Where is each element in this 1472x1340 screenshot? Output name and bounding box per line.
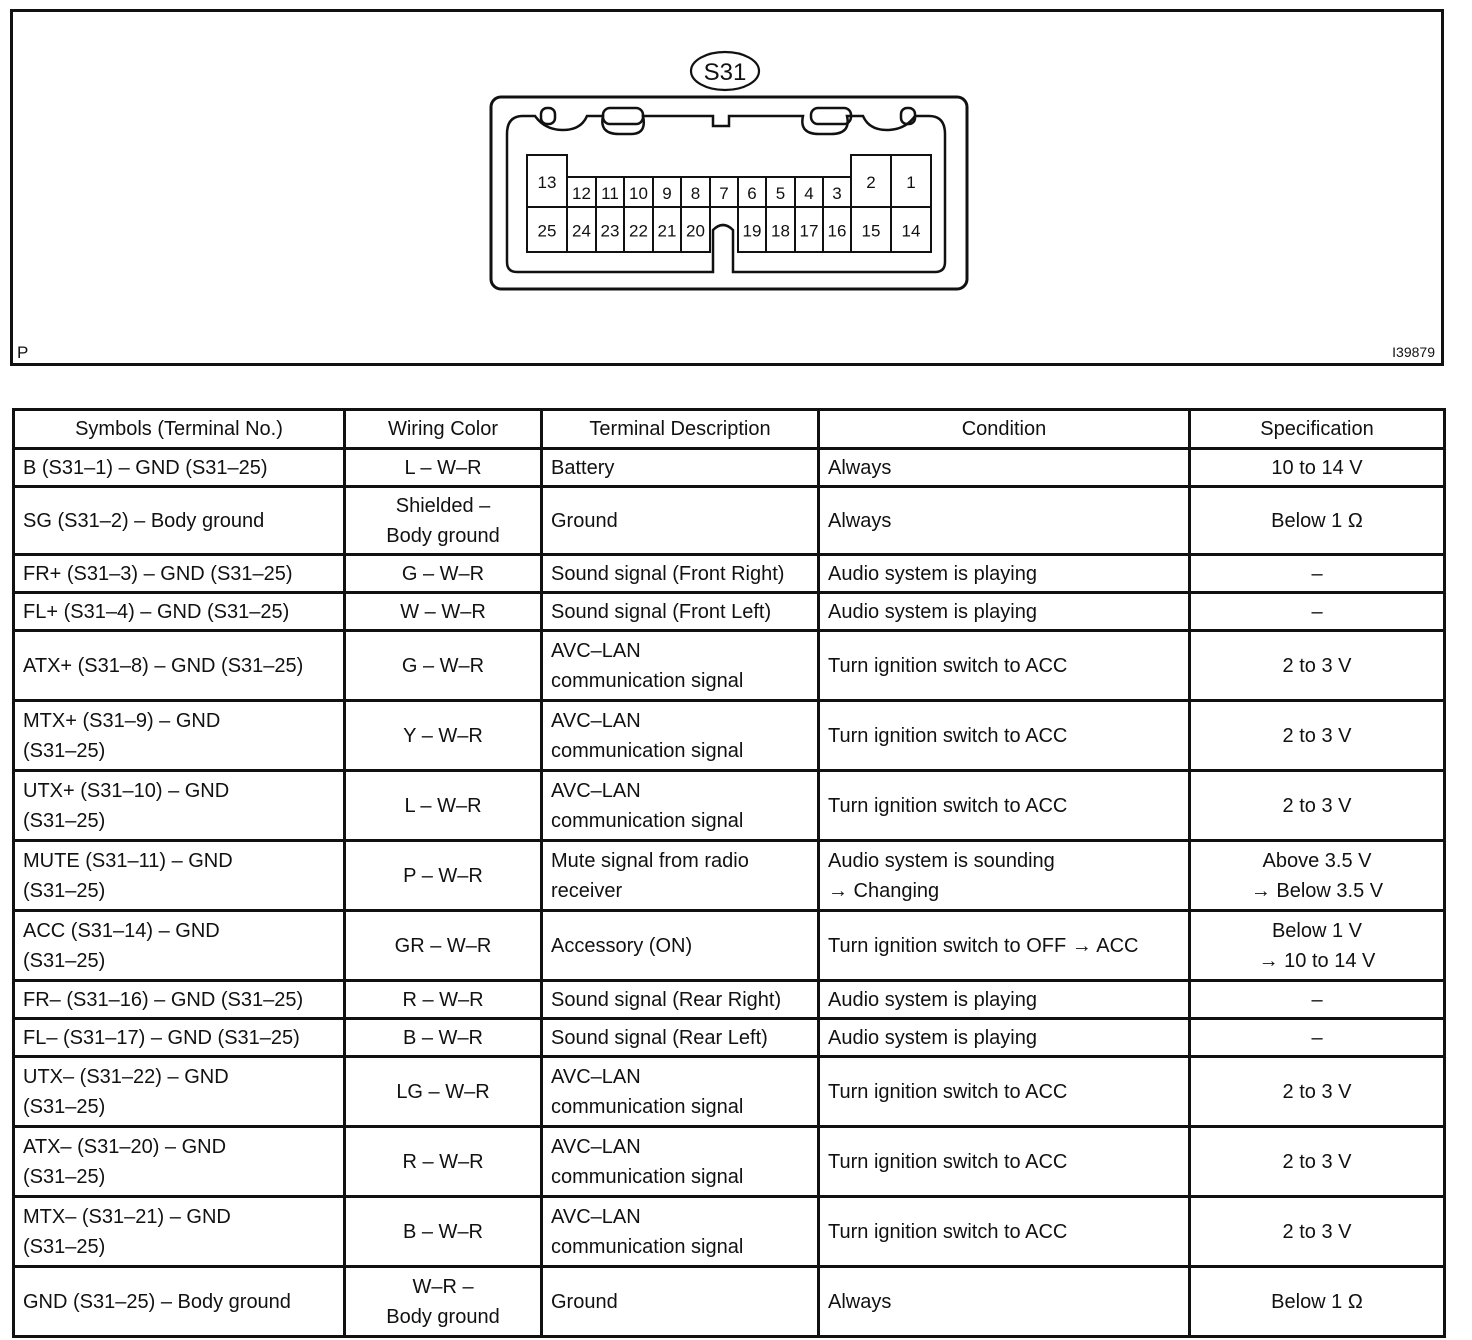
cell-specification-text: – xyxy=(1311,1026,1323,1049)
cell-wiring-color-text: W – W–R xyxy=(400,600,486,623)
cell-condition-text: Turn ignition switch to ACC xyxy=(828,1150,1068,1173)
table-row xyxy=(14,487,1445,555)
cell-terminal-description xyxy=(542,449,819,487)
pin-bottom-1-label: 24 xyxy=(572,221,591,241)
pin-bottom-5-label: 20 xyxy=(686,221,705,241)
cell-symbol xyxy=(14,1019,345,1057)
cell-symbol-text: FR+ (S31–3) – GND (S31–25) xyxy=(23,562,293,585)
cell-wiring-color-text: L – W–R xyxy=(404,794,482,817)
cell-terminal-description xyxy=(542,911,819,981)
cell-symbol xyxy=(14,701,345,771)
latch-bump-left xyxy=(541,108,555,124)
cell-condition xyxy=(819,1127,1190,1197)
pin-top-2-label: 11 xyxy=(601,184,619,203)
cell-condition xyxy=(819,771,1190,841)
cell-symbol xyxy=(14,981,345,1019)
pin-top-0-label: 13 xyxy=(537,173,557,192)
latch-bump-right xyxy=(901,108,915,124)
cell-specification-text: 2 to 3 V xyxy=(1282,794,1352,817)
pin-top-11-label: 2 xyxy=(866,173,876,192)
pin-grid xyxy=(527,155,931,252)
table-row xyxy=(14,911,1445,981)
cell-symbol xyxy=(14,631,345,701)
cell-specification-text: Above 3.5 V → Below 3.5 V xyxy=(1250,849,1384,902)
cell-condition-text: Always xyxy=(828,1290,892,1313)
cell-specification-text: Below 1 Ω xyxy=(1271,509,1363,532)
cell-specification-text: 2 to 3 V xyxy=(1282,1220,1352,1243)
cell-terminal-description-text: AVC–LAN communication signal xyxy=(551,1205,744,1258)
table-row xyxy=(14,1019,1445,1057)
cell-specification xyxy=(1190,1057,1445,1127)
table-row xyxy=(14,841,1445,911)
cell-wiring-color-text: G – W–R xyxy=(401,654,485,677)
pin-bottom-3-label: 22 xyxy=(629,221,648,241)
pin-bottom-6-label: 19 xyxy=(742,221,762,241)
pin-bottom-0-label: 25 xyxy=(537,221,557,241)
cell-terminal-description-text: Sound signal (Front Right) xyxy=(551,562,785,585)
cell-specification-text: 2 to 3 V xyxy=(1282,1080,1352,1103)
cell-terminal-description xyxy=(542,701,819,771)
cell-symbol-text: MTX+ (S31–9) – GND (S31–25) xyxy=(23,709,221,762)
cell-symbol xyxy=(14,593,345,631)
cell-wiring-color-text: R – W–R xyxy=(402,988,484,1011)
cell-symbol xyxy=(14,911,345,981)
cell-wiring-color xyxy=(345,1057,542,1127)
cell-specification-text: Below 1 V → 10 to 14 V xyxy=(1258,919,1376,972)
cell-wiring-color-text: L – W–R xyxy=(404,456,482,479)
cell-terminal-description-text: AVC–LAN communication signal xyxy=(551,779,744,832)
connector-diagram xyxy=(13,12,1441,363)
cell-wiring-color-text: B – W–R xyxy=(402,1220,484,1243)
table-header-row xyxy=(14,410,1445,449)
cell-wiring-color-text: P – W–R xyxy=(403,864,483,887)
pin-top-5-label: 8 xyxy=(690,184,701,203)
cell-condition-text: Turn ignition switch to ACC xyxy=(828,1220,1068,1243)
pin-top-4-label: 9 xyxy=(662,184,672,203)
cell-wiring-color-text: GR – W–R xyxy=(394,934,492,957)
pin-bottom-10-label: 15 xyxy=(861,221,881,241)
cell-symbol-text: FL+ (S31–4) – GND (S31–25) xyxy=(23,600,290,623)
cell-condition xyxy=(819,981,1190,1019)
cell-condition xyxy=(819,449,1190,487)
cell-specification-text: 10 to 14 V xyxy=(1271,456,1363,479)
table-row xyxy=(14,1267,1445,1337)
cell-terminal-description-text: Mute signal from radio receiver xyxy=(551,849,749,902)
cell-wiring-color xyxy=(345,1197,542,1267)
cell-symbol-text: GND (S31–25) – Body ground xyxy=(23,1290,291,1313)
cell-wiring-color-text: B – W–R xyxy=(402,1026,484,1049)
cell-symbol xyxy=(14,771,345,841)
cell-terminal-description xyxy=(542,841,819,911)
cell-wiring-color-text: Y – W–R xyxy=(403,724,483,747)
table-row xyxy=(14,771,1445,841)
header-condition: Condition xyxy=(819,410,1190,449)
pin-top-12-label: 1 xyxy=(906,173,916,192)
cell-specification xyxy=(1190,1267,1445,1337)
pin-top-3-label: 10 xyxy=(629,184,648,203)
connector-diagram-frame xyxy=(10,9,1444,366)
cell-condition-text: Audio system is playing xyxy=(828,1026,1037,1049)
cell-symbol-text: ATX+ (S31–8) – GND (S31–25) xyxy=(23,654,304,677)
cell-wiring-color xyxy=(345,449,542,487)
cell-terminal-description-text: AVC–LAN communication signal xyxy=(551,709,744,762)
cell-specification-text: 2 to 3 V xyxy=(1282,654,1352,677)
cell-condition xyxy=(819,555,1190,593)
cell-symbol-text: ATX– (S31–20) – GND (S31–25) xyxy=(23,1135,227,1188)
cell-specification xyxy=(1190,593,1445,631)
cell-specification xyxy=(1190,771,1445,841)
cell-wiring-color xyxy=(345,487,542,555)
cell-condition xyxy=(819,841,1190,911)
cell-condition-text: Turn ignition switch to ACC xyxy=(828,1080,1068,1103)
table-row xyxy=(14,1057,1445,1127)
cell-terminal-description-text: AVC–LAN communication signal xyxy=(551,1135,744,1188)
pin-top-8-label: 5 xyxy=(775,184,786,203)
cell-wiring-color xyxy=(345,555,542,593)
cell-symbol-text: UTX+ (S31–10) – GND (S31–25) xyxy=(23,779,230,832)
cell-condition xyxy=(819,701,1190,771)
cell-condition xyxy=(819,1197,1190,1267)
cell-condition-text: Turn ignition switch to ACC xyxy=(828,654,1068,677)
cell-wiring-color-text: R – W–R xyxy=(402,1150,484,1173)
cell-terminal-description-text: Battery xyxy=(551,456,615,479)
cell-wiring-color xyxy=(345,981,542,1019)
terminal-spec-table xyxy=(12,408,1446,1338)
cell-terminal-description xyxy=(542,1057,819,1127)
cell-specification xyxy=(1190,449,1445,487)
table-row xyxy=(14,631,1445,701)
table-row xyxy=(14,981,1445,1019)
cell-terminal-description xyxy=(542,593,819,631)
cell-wiring-color xyxy=(345,631,542,701)
cell-symbol-text: B (S31–1) – GND (S31–25) xyxy=(23,456,268,479)
cell-specification xyxy=(1190,487,1445,555)
header-specification: Specification xyxy=(1190,410,1445,449)
header-symbols: Symbols (Terminal No.) xyxy=(14,410,345,449)
cell-wiring-color xyxy=(345,1019,542,1057)
cell-symbol xyxy=(14,487,345,555)
cell-symbol xyxy=(14,841,345,911)
cell-specification xyxy=(1190,1127,1445,1197)
cell-terminal-description-text: Sound signal (Front Left) xyxy=(551,600,772,623)
cell-terminal-description xyxy=(542,1019,819,1057)
pin-top-1-label: 12 xyxy=(572,184,591,203)
cell-wiring-color xyxy=(345,771,542,841)
cell-specification-text: – xyxy=(1311,562,1323,585)
cell-specification-text: Below 1 Ω xyxy=(1271,1290,1363,1313)
cell-symbol-text: SG (S31–2) – Body ground xyxy=(23,509,265,532)
cell-wiring-color xyxy=(345,1127,542,1197)
cell-symbol xyxy=(14,449,345,487)
cell-symbol xyxy=(14,1127,345,1197)
cell-terminal-description-text: Sound signal (Rear Right) xyxy=(551,988,782,1011)
cell-condition xyxy=(819,911,1190,981)
table-row xyxy=(14,555,1445,593)
connector-label: S31 xyxy=(703,59,747,86)
cell-wiring-color-text: Shielded – Body ground xyxy=(386,494,500,547)
cell-specification xyxy=(1190,1019,1445,1057)
cell-symbol-text: UTX– (S31–22) – GND (S31–25) xyxy=(23,1065,229,1118)
cell-condition xyxy=(819,1057,1190,1127)
diagram-corner-letter: P xyxy=(17,343,29,362)
pin-bottom-11-label: 14 xyxy=(901,221,921,241)
cell-specification-text: 2 to 3 V xyxy=(1282,1150,1352,1173)
cell-specification xyxy=(1190,555,1445,593)
cell-condition xyxy=(819,1267,1190,1337)
cell-specification-text: 2 to 3 V xyxy=(1282,724,1352,747)
cell-terminal-description xyxy=(542,487,819,555)
cell-condition xyxy=(819,631,1190,701)
cell-condition-text: Always xyxy=(828,456,892,479)
pin-top-10-label: 3 xyxy=(832,184,842,203)
cell-terminal-description xyxy=(542,1267,819,1337)
cell-specification-text: – xyxy=(1311,988,1323,1011)
cell-symbol-text: FL– (S31–17) – GND (S31–25) xyxy=(23,1026,300,1049)
cell-specification xyxy=(1190,701,1445,771)
cell-condition-text: Audio system is playing xyxy=(828,600,1037,623)
cell-condition xyxy=(819,593,1190,631)
figure-id: I39879 xyxy=(1392,344,1435,360)
cell-condition-text: Turn ignition switch to ACC xyxy=(828,724,1068,747)
table-row xyxy=(14,449,1445,487)
cell-wiring-color xyxy=(345,593,542,631)
cell-condition-text: Turn ignition switch to ACC xyxy=(828,794,1068,817)
table-row xyxy=(14,593,1445,631)
cell-condition xyxy=(819,487,1190,555)
cell-terminal-description-text: AVC–LAN communication signal xyxy=(551,639,744,692)
cell-symbol-text: MUTE (S31–11) – GND (S31–25) xyxy=(23,849,233,902)
cell-symbol-text: FR– (S31–16) – GND (S31–25) xyxy=(23,988,304,1011)
pin-bottom-2-label: 23 xyxy=(600,221,620,241)
cell-wiring-color-text: G – W–R xyxy=(401,562,485,585)
table-row xyxy=(14,1197,1445,1267)
cell-terminal-description xyxy=(542,1197,819,1267)
cell-wiring-color xyxy=(345,841,542,911)
cell-wiring-color xyxy=(345,911,542,981)
pin-bottom-4-label: 21 xyxy=(657,221,677,241)
cell-symbol xyxy=(14,1267,345,1337)
header-terminal-description: Terminal Description xyxy=(542,410,819,449)
cell-specification xyxy=(1190,631,1445,701)
cell-wiring-color-text: LG – W–R xyxy=(396,1080,490,1103)
cell-specification-text: – xyxy=(1311,600,1323,623)
cell-terminal-description-text: AVC–LAN communication signal xyxy=(551,1065,744,1118)
cell-specification xyxy=(1190,1197,1445,1267)
cell-specification xyxy=(1190,911,1445,981)
cell-symbol xyxy=(14,1197,345,1267)
latch-slot-left xyxy=(603,108,643,124)
table-row xyxy=(14,1127,1445,1197)
cell-condition-text: Always xyxy=(828,509,892,532)
pin-bottom-8-label: 17 xyxy=(799,221,819,241)
cell-wiring-color xyxy=(345,701,542,771)
pin-top-7-label: 6 xyxy=(747,184,757,203)
cell-condition-text: Audio system is playing xyxy=(828,562,1037,585)
cell-terminal-description xyxy=(542,631,819,701)
cell-specification xyxy=(1190,981,1445,1019)
cell-terminal-description xyxy=(542,1127,819,1197)
cell-terminal-description xyxy=(542,981,819,1019)
table-row xyxy=(14,701,1445,771)
cell-terminal-description-text: Sound signal (Rear Left) xyxy=(551,1026,768,1049)
cell-symbol xyxy=(14,555,345,593)
pin-bottom-7-label: 18 xyxy=(771,221,790,241)
cell-terminal-description-text: Ground xyxy=(551,1290,618,1313)
cell-terminal-description xyxy=(542,555,819,593)
cell-condition-text: Turn ignition switch to OFF → ACC xyxy=(828,934,1139,957)
cell-condition-text: Audio system is sounding → Changing xyxy=(828,849,1055,902)
cell-symbol xyxy=(14,1057,345,1127)
header-wiring-color: Wiring Color xyxy=(345,410,542,449)
pin-bottom-9-label: 16 xyxy=(827,221,847,241)
cell-wiring-color-text: W–R – Body ground xyxy=(386,1275,500,1328)
cell-specification xyxy=(1190,841,1445,911)
cell-wiring-color xyxy=(345,1267,542,1337)
pin-top-9-label: 4 xyxy=(804,184,814,203)
cell-terminal-description-text: Accessory (ON) xyxy=(551,934,693,957)
cell-symbol-text: ACC (S31–14) – GND (S31–25) xyxy=(23,919,220,972)
pin-top-6-label: 7 xyxy=(719,184,729,203)
cell-terminal-description-text: Ground xyxy=(551,509,618,532)
cell-terminal-description xyxy=(542,771,819,841)
cell-condition xyxy=(819,1019,1190,1057)
latch-slot-right xyxy=(811,108,851,124)
cell-condition-text: Audio system is playing xyxy=(828,988,1037,1011)
cell-symbol-text: MTX– (S31–21) – GND (S31–25) xyxy=(23,1205,231,1258)
